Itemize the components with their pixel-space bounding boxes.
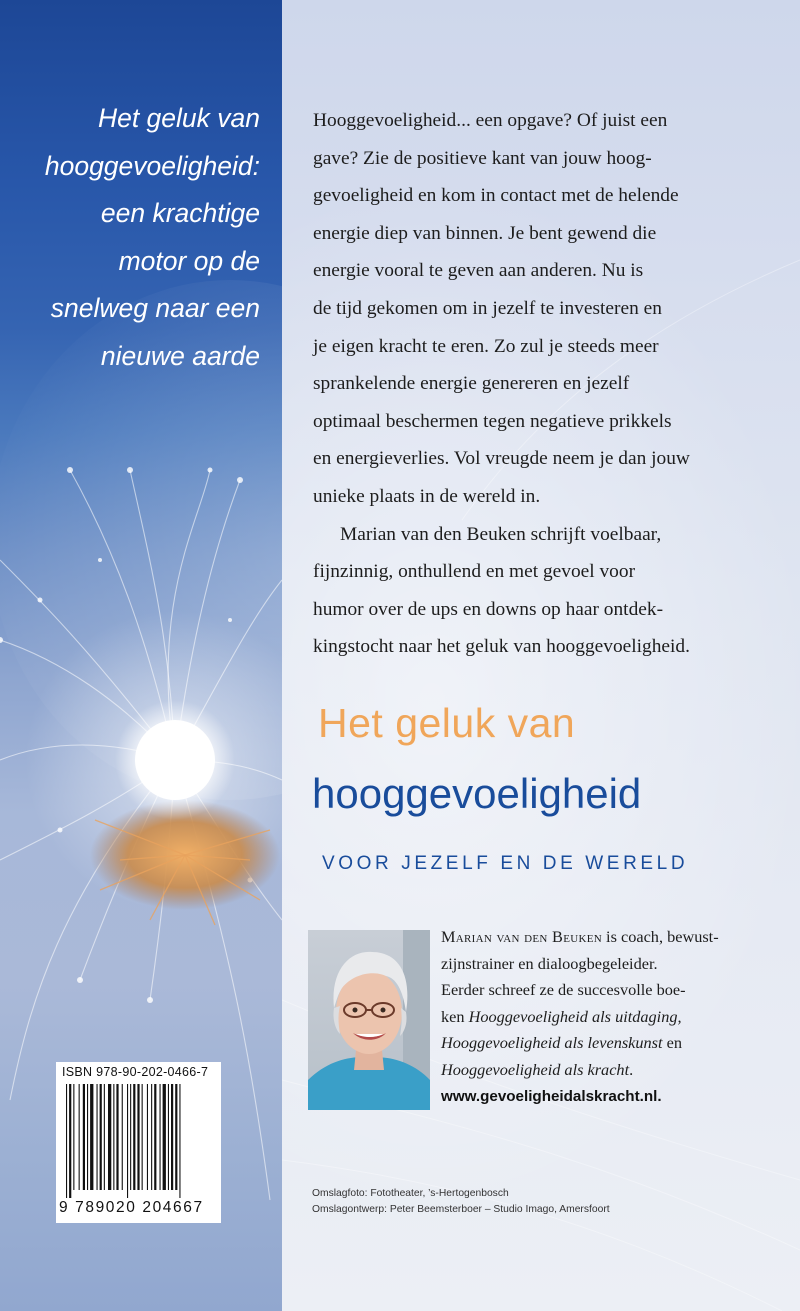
author-name: Marian van den Beuken [441,927,602,946]
book-reference: Hooggevoeligheid als kracht [441,1059,630,1079]
barcode-bar [137,1084,139,1190]
barcode-bar [154,1084,156,1190]
barcode-bar [127,1084,128,1198]
barcode-bar [142,1084,143,1190]
blurb-line: kingstocht naar het geluk van hooggevoeligheid. [313,636,690,658]
author-photo [308,930,430,1110]
blurb-line: en energieverlies. Vol vreugde neem je dan jouw [313,448,690,470]
tagline-line: hooggevoeligheid: [44,150,260,181]
author-bio [441,924,786,1110]
barcode-bar [168,1084,169,1190]
blurb-line: gevoeligheid en kom in contact met de helende [313,185,679,207]
bio-text: is coach, bewust- [601,927,719,946]
barcode-bar [90,1084,93,1190]
blurb-line: optimaal beschermen tegen negatieve prikkels [313,410,672,432]
barcode-bar [151,1084,152,1190]
blurb-line: humor over de ups en downs op haar ontdek- [313,598,664,620]
barcode-bars [60,1084,217,1198]
barcode-bar [73,1084,74,1190]
photo-credit: Omslagfoto: Fototheater, ’s-Hertogenbosch [312,1188,509,1199]
author-website: www.gevoeligheidalskracht.nl. [441,1087,662,1105]
bio-text: en [662,1033,682,1053]
barcode-bar [113,1084,114,1190]
book-reference: Hooggevoeligheid als uitdaging, [468,1006,682,1026]
barcode-bar [147,1084,148,1190]
barcode-bar [100,1084,102,1190]
blurb-line: fijnzinnig, onthullend en met gevoel voor [313,561,636,583]
blurb-line: unieke plaats in de wereld in. [313,485,541,507]
blurb-line: de tijd gekomen om in jezelf te investeren en [313,297,662,319]
barcode-bar [79,1084,80,1190]
credits [312,1186,772,1218]
tagline-line: een krachtige [100,198,260,228]
barcode-bar [133,1084,135,1190]
barcode-bar [108,1084,111,1190]
blurb-paragraph [313,102,781,516]
blurb-line: Hooggevoeligheid... een opgave? Of juist een [313,110,668,131]
barcode-bar [83,1084,85,1190]
book-reference: Hooggevoeligheid als levenskunst [441,1033,663,1053]
barcode-bar [104,1084,105,1190]
barcode-bar [122,1084,123,1190]
blurb-line: je eigen kracht te eren. Zo zul je steeds meer [313,335,659,357]
tagline-line: motor op de [118,245,260,276]
blurb [313,102,781,666]
bio-line: Eerder schreef ze de succesvolle boe- [441,980,686,1000]
bio-line [441,924,786,951]
bio-text: . [629,1059,634,1079]
blurb-line: energie diep van binnen. Je bent gewend die [313,222,657,244]
tagline-line: nieuwe aarde [100,340,260,371]
book-subtitle: VOOR JEZELF EN DE WERELD [322,853,689,874]
blurb-line: sprankelende energie genereren en jezelf [313,373,630,395]
barcode-bar [175,1084,177,1190]
blurb-line: Marian van den Beuken schrijft voelbaar, [340,523,662,545]
design-credit: Omslagontwerp: Peter Beemsterboer – Studio Imago, Amersfoort [312,1204,610,1215]
barcode-bar [116,1084,118,1190]
blurb-paragraph [313,516,781,666]
isbn-label: ISBN 978-90-202-0466-7 [62,1065,209,1079]
barcode-bar [160,1084,161,1190]
barcode-bar [66,1084,67,1198]
book-title-line1: Het geluk van [318,700,576,746]
barcode-bar [163,1084,166,1190]
barcode-bar [130,1084,131,1190]
left-panel [0,0,282,1311]
bio-line: zijnstrainer en dialoogbegeleider. [441,953,658,973]
tagline-line: Het geluk van [97,103,260,133]
bio-text: ken [441,1006,469,1026]
bio-line [441,1004,786,1031]
barcode-bar [179,1084,180,1198]
blurb-line: energie vooral te geven aan anderen. Nu is [313,260,644,282]
book-title-line2: hooggevoeligheid [312,770,642,817]
bio-line [441,1030,786,1057]
barcode-digits: 9 789020 204667 [59,1199,204,1216]
barcode-bar [69,1084,71,1198]
tagline-line: snelweg naar een [50,293,260,323]
barcode-bar [87,1084,88,1190]
author-portrait [308,930,430,1110]
barcode-bar [97,1084,98,1190]
tagline [10,95,260,380]
blurb-line: gave? Zie de positieve kant van jouw hoog- [313,147,652,169]
bio-line [441,1057,786,1084]
isbn-barcode [56,1062,221,1223]
barcode-bar [171,1084,173,1190]
